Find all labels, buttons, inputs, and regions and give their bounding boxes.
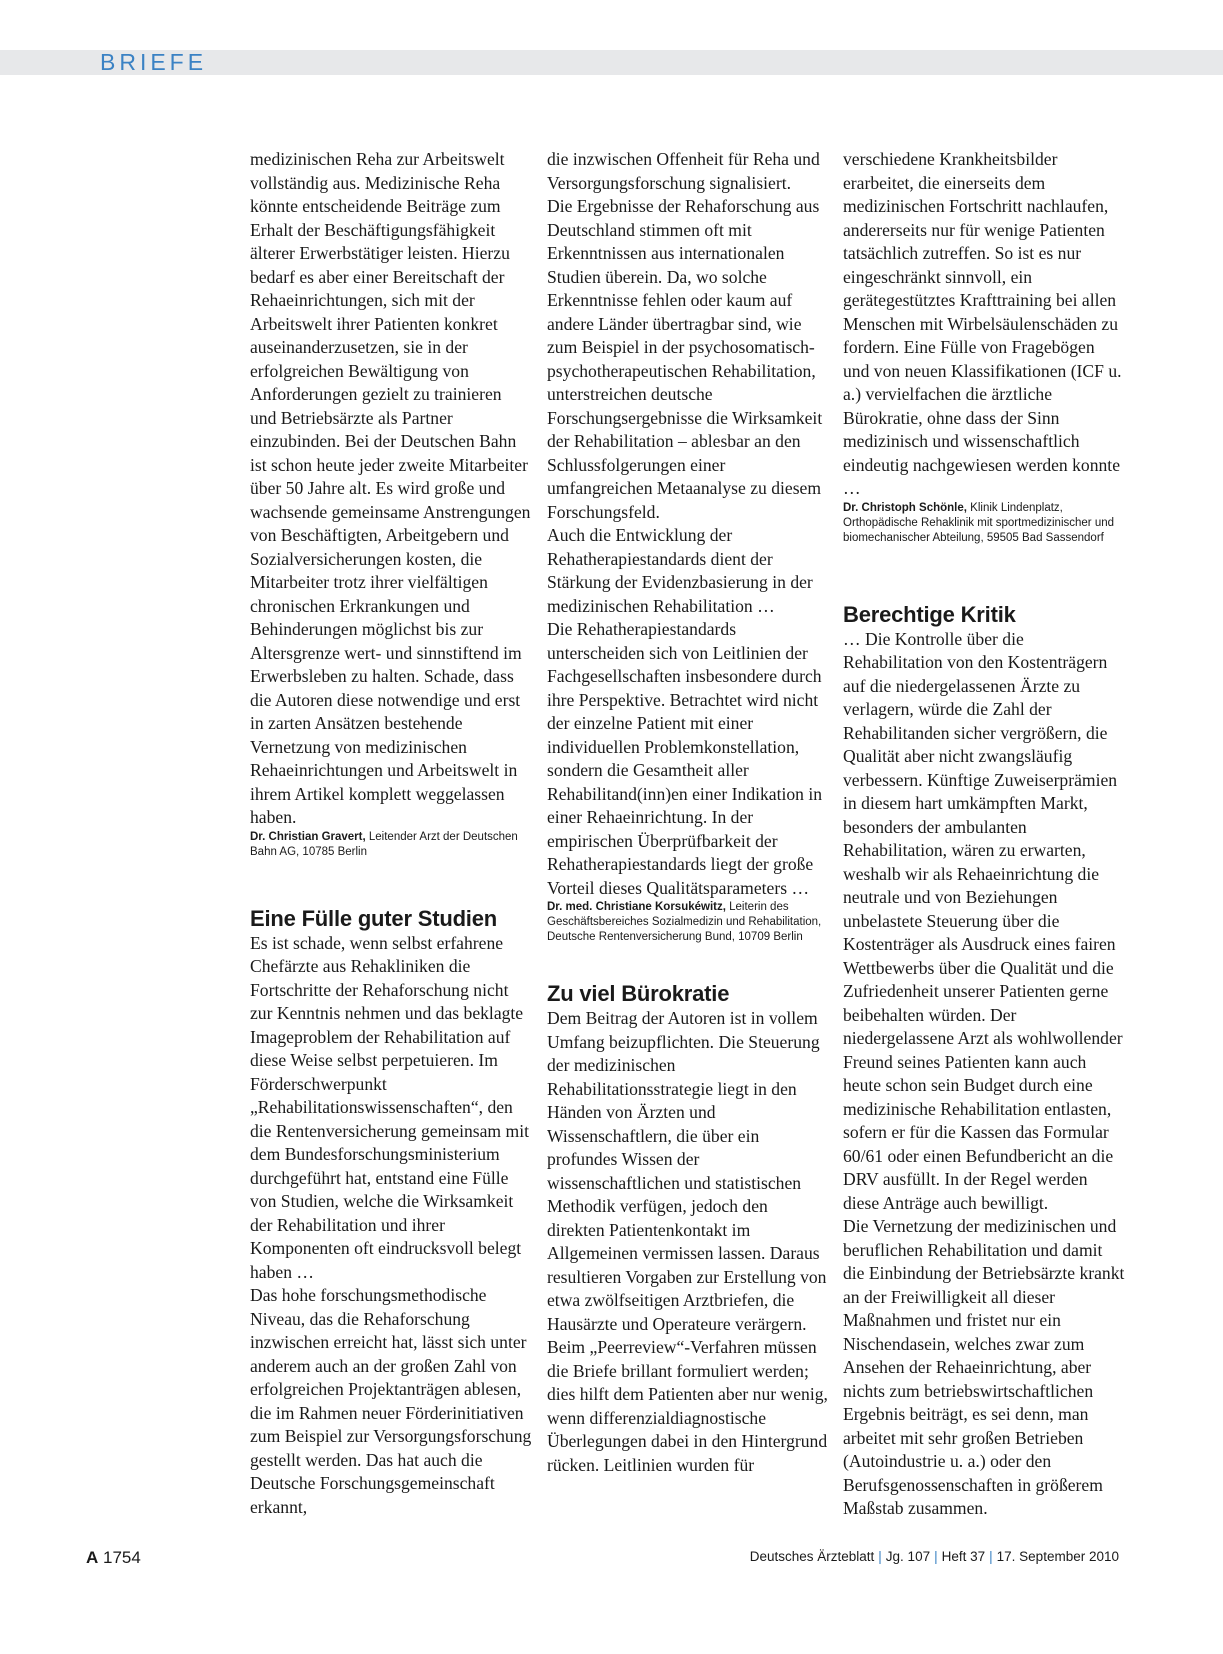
letter-signature <box>843 501 1125 546</box>
column-2 <box>547 148 829 1477</box>
letter-paragraph: Auch die Entwicklung der Rehatherapiestandards dient der Stärkung der Evidenzbasierung in der medizinischen Rehabilitation … <box>547 525 813 616</box>
signature-name: Dr. Christoph Schönle, <box>843 501 967 514</box>
separator: | <box>989 1549 993 1564</box>
letter-paragraph: medizinischen Reha zur Arbeitswelt vollständig aus. Medizinische Reha könnte entscheidende Beiträge zum Erhalt der Beschäftigungsfähigkeit älterer Erwerbstätiger leisten. Hierzu bedarf es aber einer Bereitschaft der Rehaeinrichtungen, sich mit der Arbeitswelt ihrer Patienten konkret auseinanderzusetzen, sie in der erfolgreichen Bewältigung von Anforderungen gezielt zu trainieren und Betriebsärzte als Partner einzubinden. Bei der Deutschen Bahn ist schon heute jeder zweite Mitarbeiter über 50 Jahre alt. Es wird große und wachsende gemeinsame Anstrengungen von Beschäftigten, Arbeitgebern und Sozialversicherungen kosten, die Mitarbeiter trotz ihrer vielfältigen chronischen Erkrankungen und Behinderungen möglichst bis zur Altersgrenze wert- und sinnstiftend im Erwerbsleben zu halten. Schade, dass die Autoren diese notwendige und erst in zarten Ansätzen bestehende Vernetzung von medizinischen Rehaeinrichtungen und Arbeitswelt in ihrem Artikel komplett weggelassen haben. <box>250 149 531 827</box>
signature-detail: Leitender Arzt der Deutschen Bahn AG, 10785 Berlin <box>250 830 518 858</box>
page-letter: A <box>86 1548 99 1567</box>
letter-paragraph: Die Rehatherapiestandards unterscheiden sich von Leitlinien der Fachgesellschaften insbesondere durch ihre Perspektive. Betrachtet wird nicht der einzelne Patient mit einer individuellen Problemkonstellation, sondern die Gesamtheit aller Rehabilitand(inn)en einer Indikation in einer Rehaeinrichtung. In der empirischen Überprüfbarkeit der Rehatherapiestandards liegt der große Vorteil dieses Qualitätsparameters … <box>547 619 823 898</box>
letter-heading: Zu viel Bürokratie <box>547 981 730 1006</box>
letter-paragraph: Die Vernetzung der medizinischen und beruflichen Rehabilitation und damit die Einbindung der Betriebsärzte krankt an der Freiwilligkeit all dieser Maßnahmen und fristet nur ein Nischendasein, welches zwar zum Ansehen der Rehaeinrichtung, aber nichts zum betriebswirtschaftlichen Ergebnis beiträgt, es sei denn, man arbeitet mit sehr großen Betrieben (Autoindustrie u. a.) oder den Berufsgenossenschaften in größerem Maßstab zusammen. <box>843 1216 1125 1518</box>
separator: | <box>934 1549 938 1564</box>
separator: | <box>878 1549 882 1564</box>
letter-paragraph: Die Ergebnisse der Rehaforschung aus Deutschland stimmen oft mit Erkenntnissen aus internationalen Studien überein. Da, wo solche Erkenntnisse fehlen oder kaum auf andere Länder übertragbar sind, wie zum Beispiel in der psychosomatisch-psychotherapeutischen Rehabilitation, unterstreichen deutsche Forschungsergebnisse die Wirksamkeit der Rehabilitation – ablesbar an den Schlussfolgerungen einer umfangreichen Metaanalyse zu diesem Forschungsfeld. <box>547 196 823 522</box>
letter-paragraph: die inzwischen Offenheit für Reha und Versorgungsforschung signalisiert. <box>547 149 820 193</box>
letter-signature <box>547 900 829 945</box>
section-label: BRIEFE <box>100 49 208 75</box>
journal-info <box>750 1549 1119 1564</box>
page-number <box>86 1548 141 1568</box>
page-number-value: 1754 <box>103 1548 141 1567</box>
journal-name: Deutsches Ärzteblatt <box>749 1549 875 1564</box>
letter-paragraph: verschiedene Krankheitsbilder erarbeitet, die einerseits dem medizinischen Fortschritt nachlaufen, andererseits nur für wenige Patienten tatsächlich zutreffen. So ist es nur eingeschränkt sinnvoll, ein gerätegestütztes Krafttraining bei allen Menschen mit Wirbelsäulenschäden zu fordern. Eine Fülle von Fragebögen und von neuen Klassifikationen (ICF u. a.) vervielfachen die ärztliche Bürokratie, ohne dass der Sinn medizinisch und wissenschaftlich eindeutig nachgewiesen werden konnte … <box>843 149 1122 498</box>
column-1 <box>250 148 532 1519</box>
signature-detail: Klinik Lindenplatz, Orthopädische Rehaklinik mit sportmedizinischer und biomechanischer Abteilung, 59505 Bad Sassendorf <box>843 501 1115 544</box>
letter-paragraph: … Die Kontrolle über die Rehabilitation von den Kostenträgern auf die niedergelassenen Ärzte zu verlagern, würde die Zahl der Rehabilitanden sicher vergrößern, die Qualität aber nicht zwangsläufig verbessern. Künftige Zuweiserprämien in diesem hart umkämpften Markt, besonders der ambulanten Rehabilitation, wären zu erwarten, weshalb wir als Rehaeinrichtung die neutrale und von Beziehungen unbelastete Steuerung über die Kostenträger als Ausdruck eines fairen Wettbewerbs über die Qualität und die Zufriedenheit unserer Patienten gerne beibehalten würden. Der niedergelassene Arzt als wohlwollender Freund seines Patienten kann auch heute schon sein Budget durch eine medizinische Rehabilitation entlasten, sofern er für die Kassen das Formular 60/61 oder einen Befundbericht an die DRV ausfüllt. In der Regel werden diese Anträge auch bewilligt. <box>843 628 1123 1213</box>
journal-date: 17. September 2010 <box>996 1549 1119 1564</box>
letter-paragraph: Es ist schade, wenn selbst erfahrene Chefärzte aus Rehakliniken die Fortschritte der Rehaforschung nicht zur Kenntnis nehmen und das beklagte Imageproblem der Rehabilitation auf diese Weise selbst perpetuieren. Im Förderschwerpunkt „Rehabilitationswissenschaften“, den die Rentenversicherung gemeinsam mit dem Bundesforschungsministerium durchgeführt hat, entstand eine Fülle von Studien, welche die Wirksamkeit der Rehabilitation und ihrer Komponenten oft eindrucksvoll belegt haben … <box>250 932 529 1282</box>
letter-heading: Eine Fülle guter Studien <box>250 905 497 931</box>
letter-heading: Berechtige Kritik <box>843 601 1016 627</box>
letter-paragraph: Das hohe forschungsmethodische Niveau, das die Rehaforschung inzwischen erreicht hat, lässt sich unter anderem auch an der großen Zahl von erfolgreichen Projektanträgen ablesen, die im Rahmen neuer Förderinitiativen zum Beispiel zur Versorgungsforschung gestellt werden. Das hat auch die Deutsche Forschungsgemeinschaft erkannt, <box>250 1285 532 1517</box>
signature-name: Dr. Christian Gravert, <box>250 830 366 843</box>
letter-signature <box>250 830 532 860</box>
signature-detail: Leiterin des Geschäftsbereiches Sozialmedizin und Rehabilitation, Deutsche Rentenversicherung Bund, 10709 Berlin <box>547 901 822 943</box>
journal-issue: Heft 37 <box>941 1549 986 1564</box>
journal-volume: Jg. 107 <box>885 1549 931 1564</box>
letter-paragraph: Dem Beitrag der Autoren ist in vollem Umfang beizupflichten. Die Steuerung der medizinischen Rehabilitationsstrategie liegt in den Händen von Ärzten und Wissenschaftlern, die über ein profundes Wissen der wissenschaftlichen und statistischen Methodik verfügen, jedoch den direkten Patientenkontakt im Allgemeinen vermissen lassen. Daraus resultieren Vorgaben zur Erstellung von etwa zwölfseitigen Arztbriefen, die Hausärzte und Operateure verärgern. Beim „Peerreview“-Verfahren müssen die Briefe brillant formuliert werden; dies hilft dem Patienten aber nur wenig, wenn differenzialdiagnostische Überlegungen dabei in den Hintergrund rücken. Leitlinien wurden für <box>547 1008 828 1475</box>
column-3 <box>843 148 1125 1521</box>
signature-name: Dr. med. Christiane Korsukéwitz, <box>547 901 726 913</box>
